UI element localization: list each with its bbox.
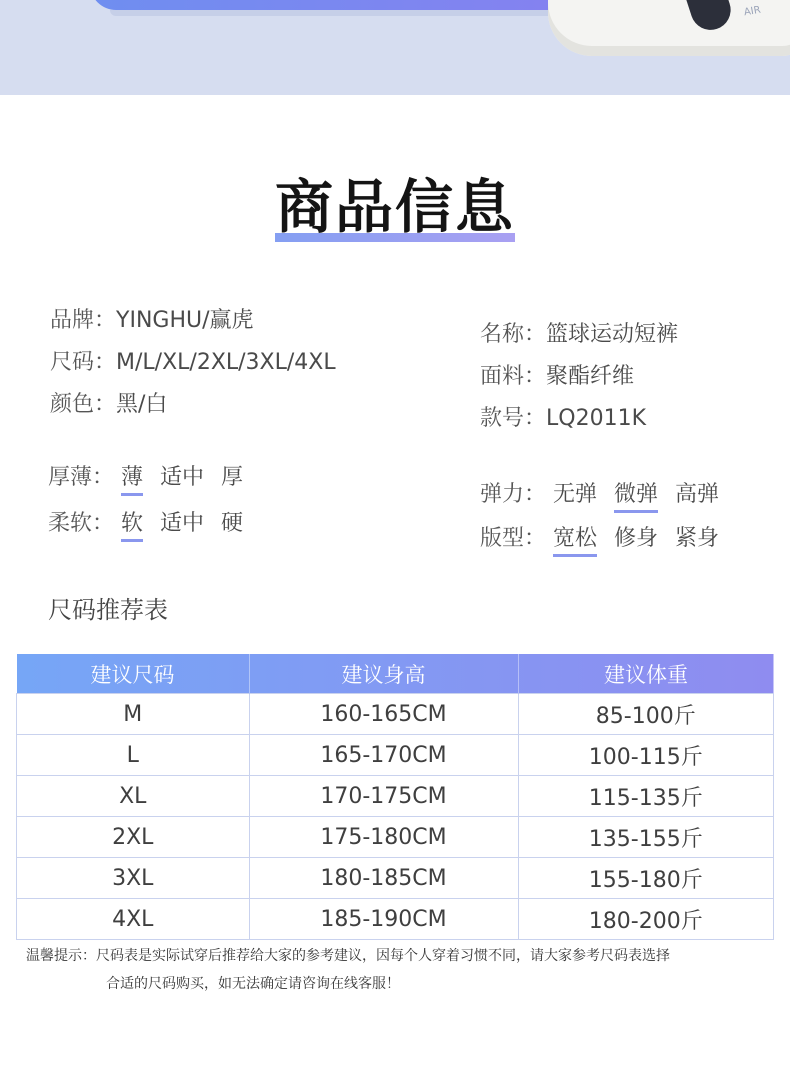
cell-weight: 85-100斤 — [518, 694, 774, 735]
thickness-option-thin: 薄 — [121, 460, 143, 491]
attr-value: YINGHU/赢虎 — [116, 308, 254, 333]
attr-value: 聚酯纤维 — [546, 364, 635, 389]
attr-softness — [48, 506, 253, 537]
cell-weight: 155-180斤 — [518, 858, 774, 899]
table-row — [17, 735, 774, 776]
cell-weight: 115-135斤 — [518, 776, 774, 817]
elasticity-option-high: 高弹 — [675, 482, 720, 507]
attr-key: 颜色： — [50, 392, 117, 417]
cell-weight: 100-115斤 — [518, 735, 774, 776]
cell-height: 160-165CM — [249, 694, 518, 735]
cell-weight: 135-155斤 — [518, 817, 774, 858]
attr-key: 版型： — [480, 526, 547, 551]
cell-height: 180-185CM — [249, 858, 518, 899]
attr-key: 名称： — [480, 322, 547, 347]
cell-size: 3XL — [17, 858, 250, 899]
header-size: 建议尺码 — [90, 662, 175, 687]
attr-brand — [50, 303, 254, 334]
table-row — [17, 858, 774, 899]
attr-key: 柔软： — [48, 511, 115, 536]
cell-size: L — [17, 735, 250, 776]
fit-option-slim: 修身 — [614, 526, 659, 551]
fit-option-loose: 宽松 — [553, 521, 597, 552]
attr-key: 弹力： — [480, 482, 547, 507]
table-row — [17, 899, 774, 940]
cell-height: 170-175CM — [249, 776, 518, 817]
attr-value: 篮球运动短裤 — [546, 322, 679, 347]
cell-height: 165-170CM — [249, 735, 518, 776]
attr-key: 面料： — [480, 364, 547, 389]
thickness-option-thick: 厚 — [221, 465, 244, 490]
title-wrap — [0, 172, 790, 242]
elasticity-option-none: 无弹 — [553, 482, 598, 507]
attr-elasticity — [480, 477, 729, 508]
softness-option-medium: 适中 — [160, 511, 205, 536]
shoe-brand-text: AIR — [743, 4, 762, 19]
size-table-header-row — [17, 654, 774, 694]
page-title — [275, 172, 515, 242]
softness-option-hard: 硬 — [221, 511, 244, 536]
page-title-text: 商品信息 — [274, 173, 515, 241]
fit-option-tight: 紧身 — [675, 526, 720, 551]
attr-key: 尺码： — [50, 350, 117, 375]
header-height: 建议身高 — [249, 654, 518, 694]
attr-key: 品牌： — [50, 308, 117, 333]
cell-size: 2XL — [17, 817, 250, 858]
header-weight: 建议体重 — [518, 654, 774, 694]
attr-key: 厚薄： — [48, 465, 115, 490]
attr-fit — [480, 521, 729, 552]
table-row — [17, 817, 774, 858]
size-note — [26, 942, 776, 998]
attr-value: LQ2011K — [546, 406, 647, 431]
attr-style-number — [480, 401, 646, 432]
thickness-option-medium: 适中 — [160, 465, 205, 490]
product-hero-image — [0, 0, 790, 95]
attr-name — [480, 317, 678, 348]
table-row — [17, 776, 774, 817]
attr-key: 款号： — [480, 406, 547, 431]
attr-value: 黑/白 — [116, 392, 168, 417]
attr-color — [50, 387, 167, 418]
attr-fabric — [480, 359, 634, 390]
softness-option-soft: 软 — [121, 506, 143, 537]
cell-size: XL — [17, 776, 250, 817]
table-row — [17, 694, 774, 735]
cell-weight: 180-200斤 — [518, 899, 774, 940]
size-table — [16, 654, 774, 940]
cell-height: 175-180CM — [249, 817, 518, 858]
note-line-2: 合适的尺码购买，如无法确定请咨询在线客服！ — [106, 976, 400, 992]
cell-size: M — [17, 694, 250, 735]
attr-value: M/L/XL/2XL/3XL/4XL — [116, 350, 336, 375]
cell-height: 185-190CM — [249, 899, 518, 940]
elasticity-option-slight: 微弹 — [614, 477, 658, 508]
attr-thickness — [48, 460, 253, 491]
cell-size: 4XL — [17, 899, 250, 940]
note-line-1: 温馨提示：尺码表是实际试穿后推荐给大家的参考建议，因每个人穿着习惯不同，请大家参考尺码表选择 — [26, 948, 670, 964]
attr-size — [50, 345, 336, 376]
size-table-label: 尺码推荐表 — [48, 596, 168, 624]
